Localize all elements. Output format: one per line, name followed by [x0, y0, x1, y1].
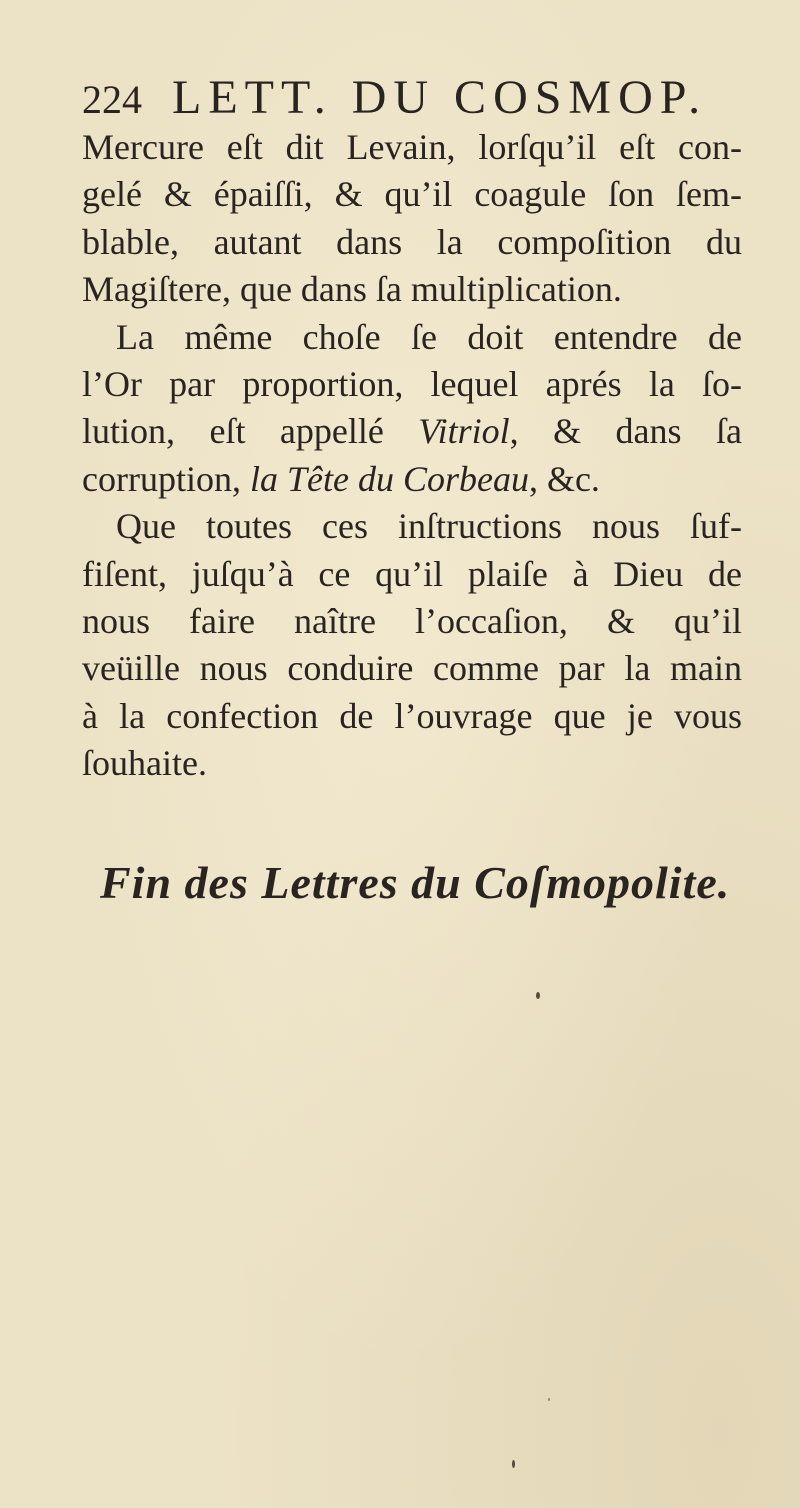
text-line: [82, 408, 742, 455]
text-line: à la confection de l’ouvrage que je vous: [82, 695, 742, 736]
paper-speck: [548, 1398, 550, 1401]
text-span: , & dans ſa: [509, 411, 742, 452]
text-line: [82, 456, 742, 503]
text-line: l’Or par proportion, lequel aprés la ſo-: [82, 363, 742, 404]
text-span: corruption,: [82, 458, 250, 499]
page-number: 224: [82, 77, 142, 122]
colophon: Fin des Lettres du Coſmopolite.: [100, 857, 731, 908]
text-line: Que toutes ces inſtructions nous ſuf-: [116, 506, 742, 547]
body-text: [82, 124, 742, 787]
running-head: [82, 70, 742, 124]
text-span: lution, eſt appellé: [82, 411, 419, 452]
text-line: nous faire naître l’occaſion, & qu’il: [82, 600, 742, 641]
text-line: ſouhaite.: [82, 743, 207, 784]
running-title: LETT. DU COSMOP.: [172, 71, 708, 124]
text-line: blable, autant dans la compoſition du: [82, 221, 742, 262]
text-line: veüille nous conduire comme par la main: [82, 648, 742, 689]
text-line: Mercure eſt dit Levain, lorſqu’il eſt con-: [82, 127, 742, 167]
italic-term-vitriol: Vitriol: [418, 411, 510, 452]
text-line: Magiſtere, que dans ſa multiplication.: [82, 269, 622, 310]
italic-term-corbeau: la Tête du Corbeau: [249, 458, 529, 499]
paper-speck: [512, 1460, 515, 1468]
text-line: fiſent, juſqu’à ce qu’il plaiſe à Dieu de: [82, 553, 742, 594]
text-span: , &c.: [528, 458, 600, 499]
text-line: gelé & épaiſſi, & qu’il coagule ſon ſem-: [82, 174, 742, 215]
paper-speck: [536, 992, 540, 999]
text-line: La même choſe ſe doit entendre de: [116, 316, 742, 357]
